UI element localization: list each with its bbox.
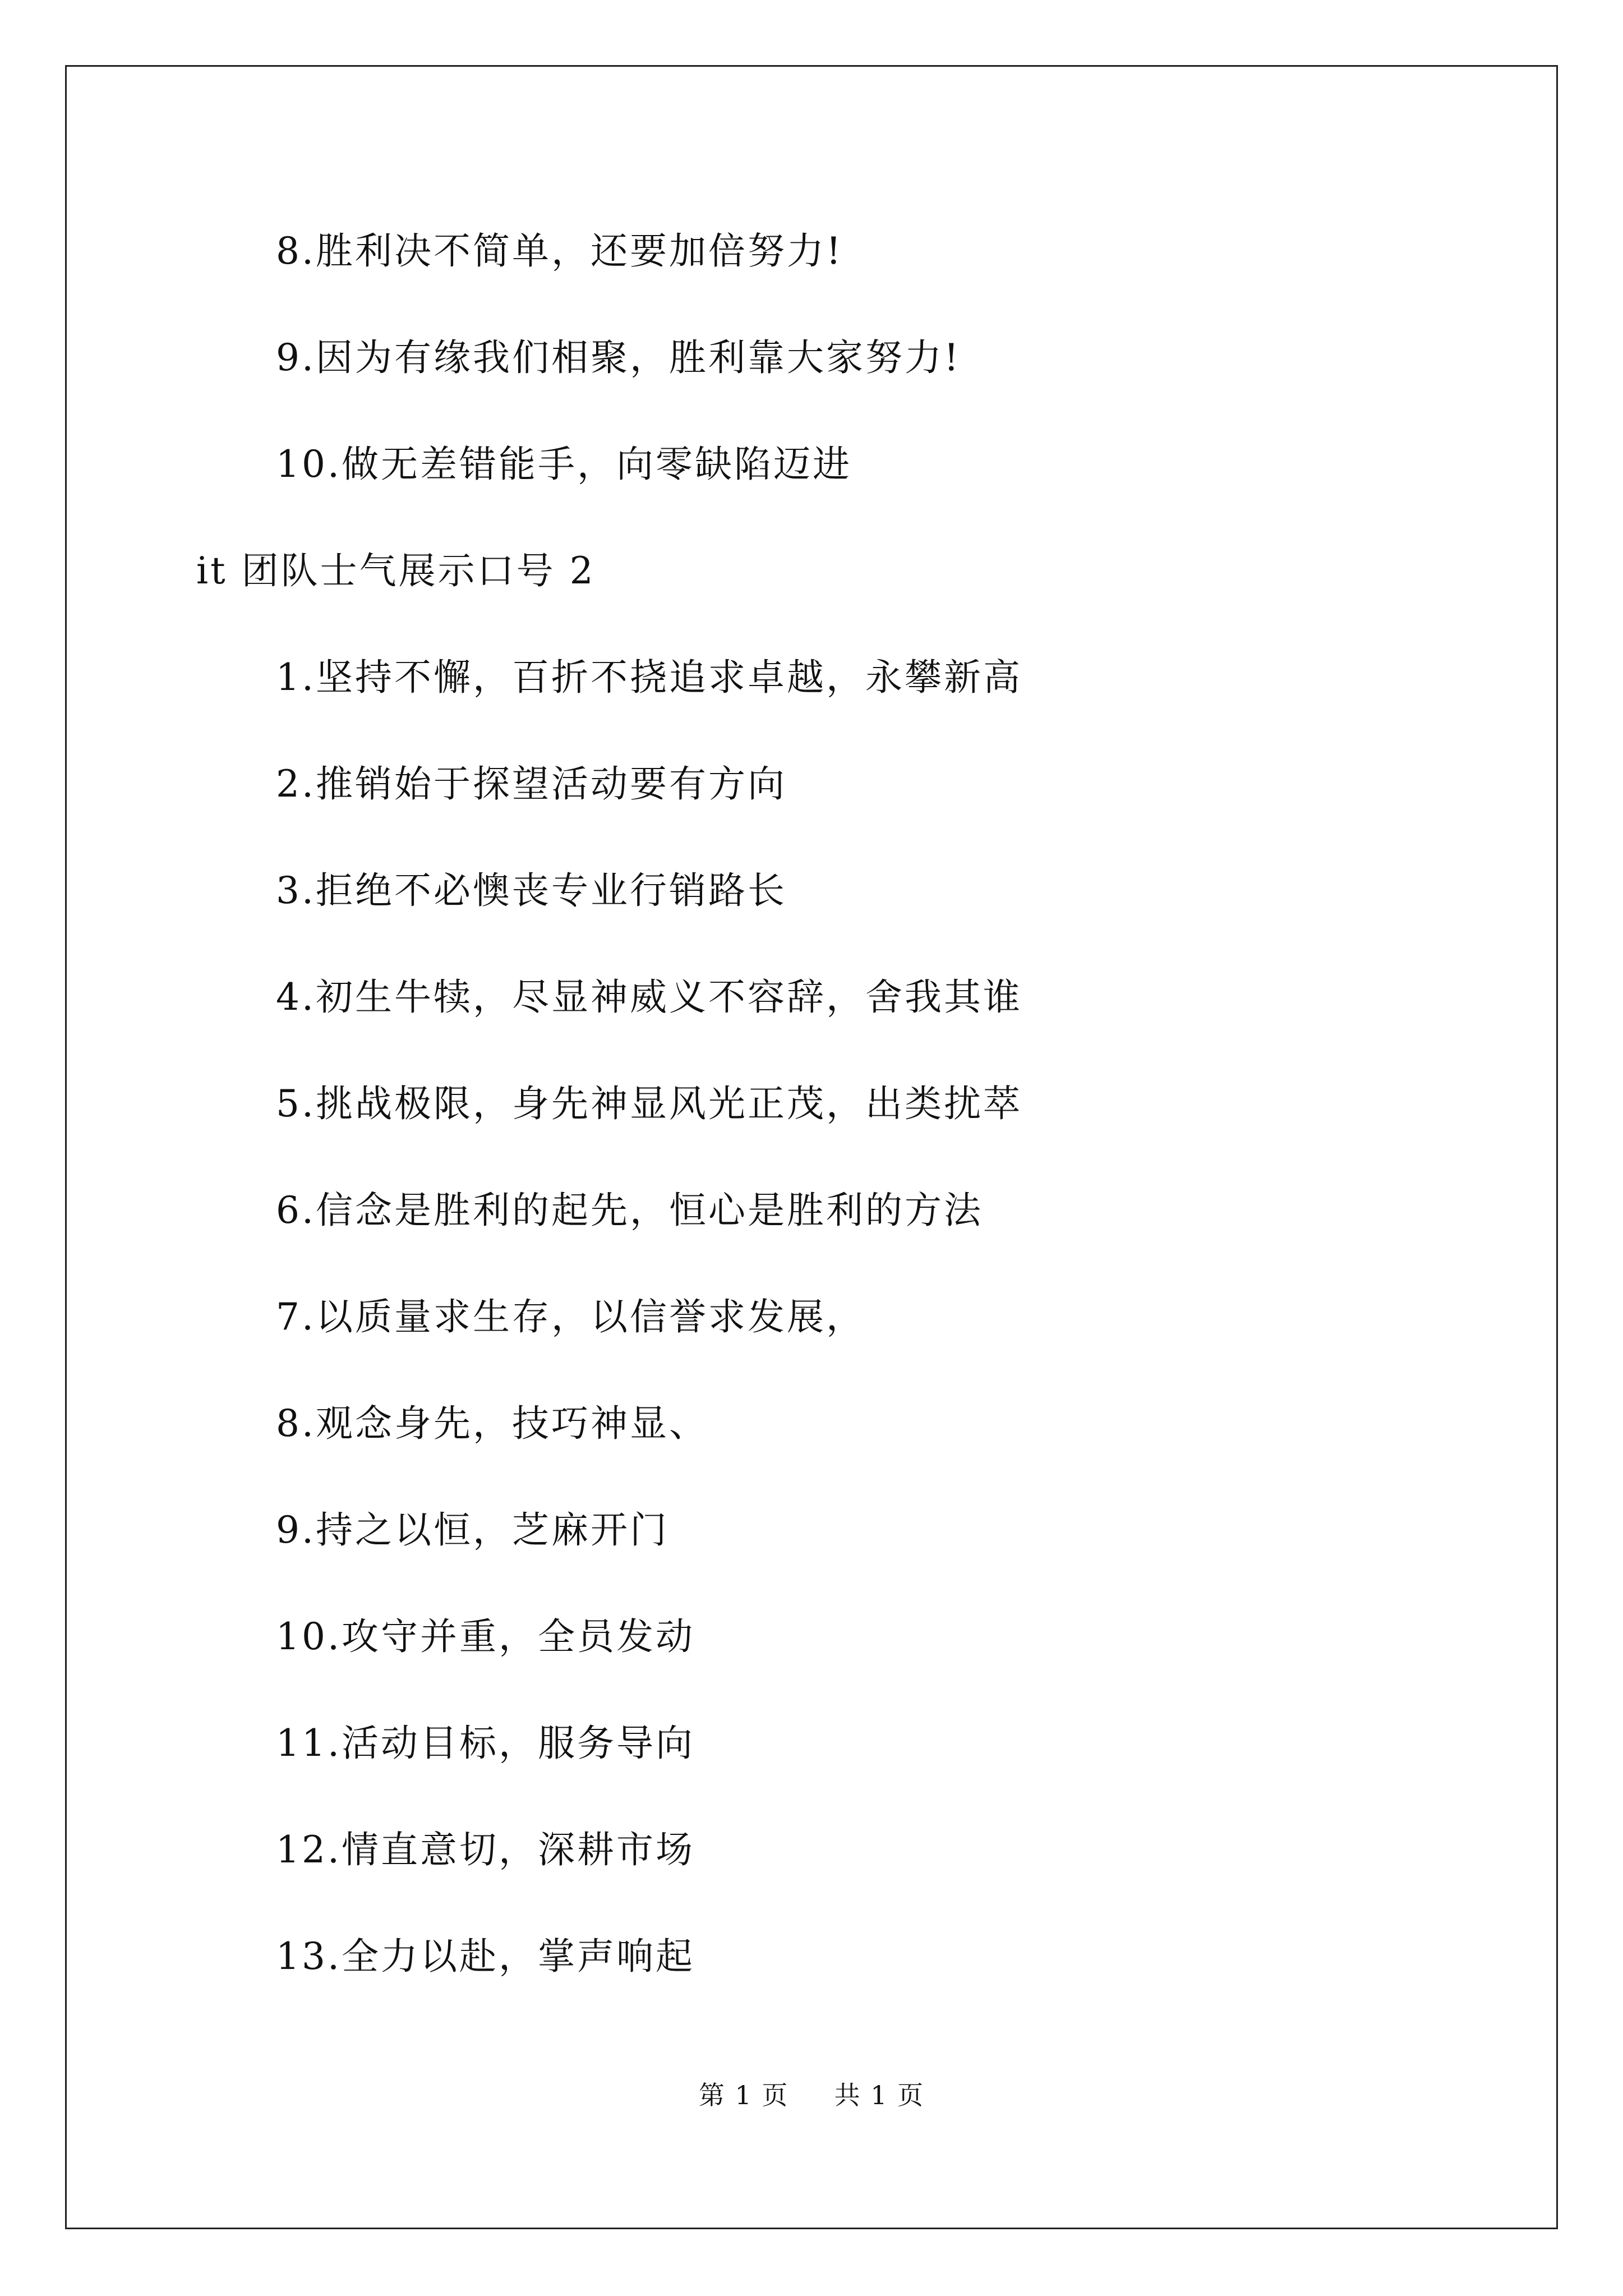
list-item: 4.初生牛犊，尽显神威义不容辞，舍我其谁 <box>276 976 1022 1019</box>
list-item: 2.推销始于探望活动要有方向 <box>276 762 787 806</box>
list-item: 13.全力以赴，掌声响起 <box>276 1935 695 1978</box>
page-border <box>65 65 1558 2229</box>
list-item: 10.做无差错能手，向零缺陷迈进 <box>276 443 852 486</box>
page-footer <box>0 2078 1623 2112</box>
page-number: 第 1 页 <box>698 2080 789 2110</box>
list-item: 7.以质量求生存，以信誉求发展， <box>276 1295 865 1338</box>
list-item: 10.攻守并重，全员发动 <box>276 1615 695 1658</box>
list-item: 11.活动目标，服务导向 <box>276 1722 695 1765</box>
list-item: 9.持之以恒，芝麻开门 <box>276 1508 669 1552</box>
list-item: 5.挑战极限，身先神显风光正茂，出类扰萃 <box>276 1082 1022 1125</box>
list-item: 6.信念是胜利的起先，恒心是胜利的方法 <box>276 1189 983 1232</box>
list-item: 9.因为有缘我们相聚，胜利靠大家努力! <box>276 336 961 379</box>
list-item: 3.拒绝不必懊丧专业行销路长 <box>276 869 787 912</box>
list-item: 12.情直意切，深耕市场 <box>276 1828 695 1871</box>
list-item: 8.观念身先，技巧神显、 <box>276 1402 708 1445</box>
section-heading: it 团队士气展示口号 2 <box>196 549 596 592</box>
list-item: 1.坚持不懈，百折不挠追求卓越，永攀新高 <box>276 656 1022 699</box>
page-total: 共 1 页 <box>834 2080 925 2110</box>
list-item: 8.胜利决不简单，还要加倍努力! <box>276 229 843 273</box>
